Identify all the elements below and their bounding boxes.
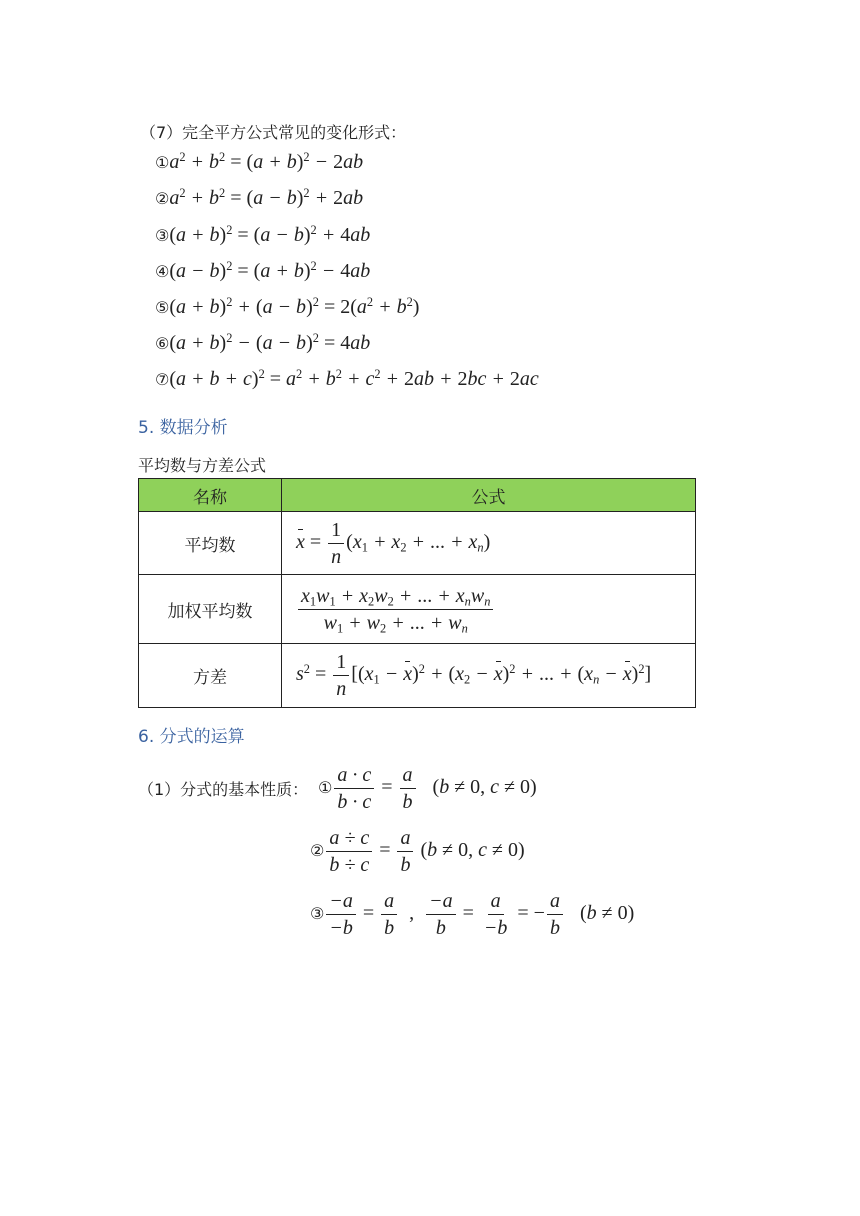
mean-formula: x = $\frac{1}{n}$ ($x_1 + x_2$ + ... + $x_n$) xyxy=(282,512,696,575)
table-header-name: 名称 xyxy=(139,479,282,512)
table-caption: 平均数与方差公式 xyxy=(138,456,267,475)
table-row xyxy=(139,644,696,708)
formula-7: ⑦(a + $b + c)^2 = a^2 + b^2 + c^2 + 2ab + 2bc + 2ac$ xyxy=(155,367,539,390)
row-label-mean: 平均数 xyxy=(139,512,282,575)
formula-4: ④(a − $b)^2 = (a + b)^2 - 4ab$ xyxy=(155,259,371,282)
property-1: ① $\frac{a \cdot c}{b \cdot c}$ = $\frac{a}{b}$ (b ≠ 0, c ≠ 0) xyxy=(318,764,537,813)
formula-table xyxy=(138,478,696,708)
section-7-heading: （7）完全平方公式常见的变化形式： xyxy=(140,123,407,142)
formula-2: $②a^2 + b^2 = (a - b)^2 + 2ab$ xyxy=(155,186,364,209)
property-3: ③ $\frac{-a}{-b}$ = $\frac{a}{b}$ , $\frac{-a}{b}$ = $\frac{a}{-b}$ = − $\frac{a}{b}$ (b ≠ 0) xyxy=(310,890,635,939)
section-5-title: 5. 数据分析 xyxy=(138,418,228,438)
section-6-title: 6. 分式的运算 xyxy=(138,727,245,747)
weighted-mean-formula: $\frac{x_1w_1 + x_2w_2 + ... + x_nw_n}{w_1 + w_2 + ... + w_n}$ xyxy=(282,575,696,644)
formula-5: ⑤(a + $b)^2 + (a - b)^2 = 2(a^2 + b^2)$ xyxy=(155,295,420,318)
formula-6: ⑥(a + $b)^2 - (a - b)^2 = 4ab$ xyxy=(155,331,371,354)
property-2: ② $\frac{a \div c}{b \div c}$ = $\frac{a}{b}$ (b ≠ 0, c ≠ 0) xyxy=(310,827,525,876)
table-header-formula: 公式 xyxy=(282,479,696,512)
table-row xyxy=(139,512,696,575)
formula-1: $①a^2 + b^2 = (a + b)^2 - 2ab$ xyxy=(155,150,364,173)
row-label-variance: 方差 xyxy=(139,644,282,708)
variance-formula: $s^2$ = $\frac{1}{n}$ [$(x_1 - x)^2 + (x_2 - x)^2$ + ... + $(x_n - x)^2$] xyxy=(282,644,696,708)
property-label: （1）分式的基本性质： xyxy=(138,780,309,799)
formula-3: ③(a + $b)^2 = (a - b)^2 + 4ab$ xyxy=(155,223,371,246)
table-row xyxy=(139,575,696,644)
row-label-weighted-mean: 加权平均数 xyxy=(139,575,282,644)
